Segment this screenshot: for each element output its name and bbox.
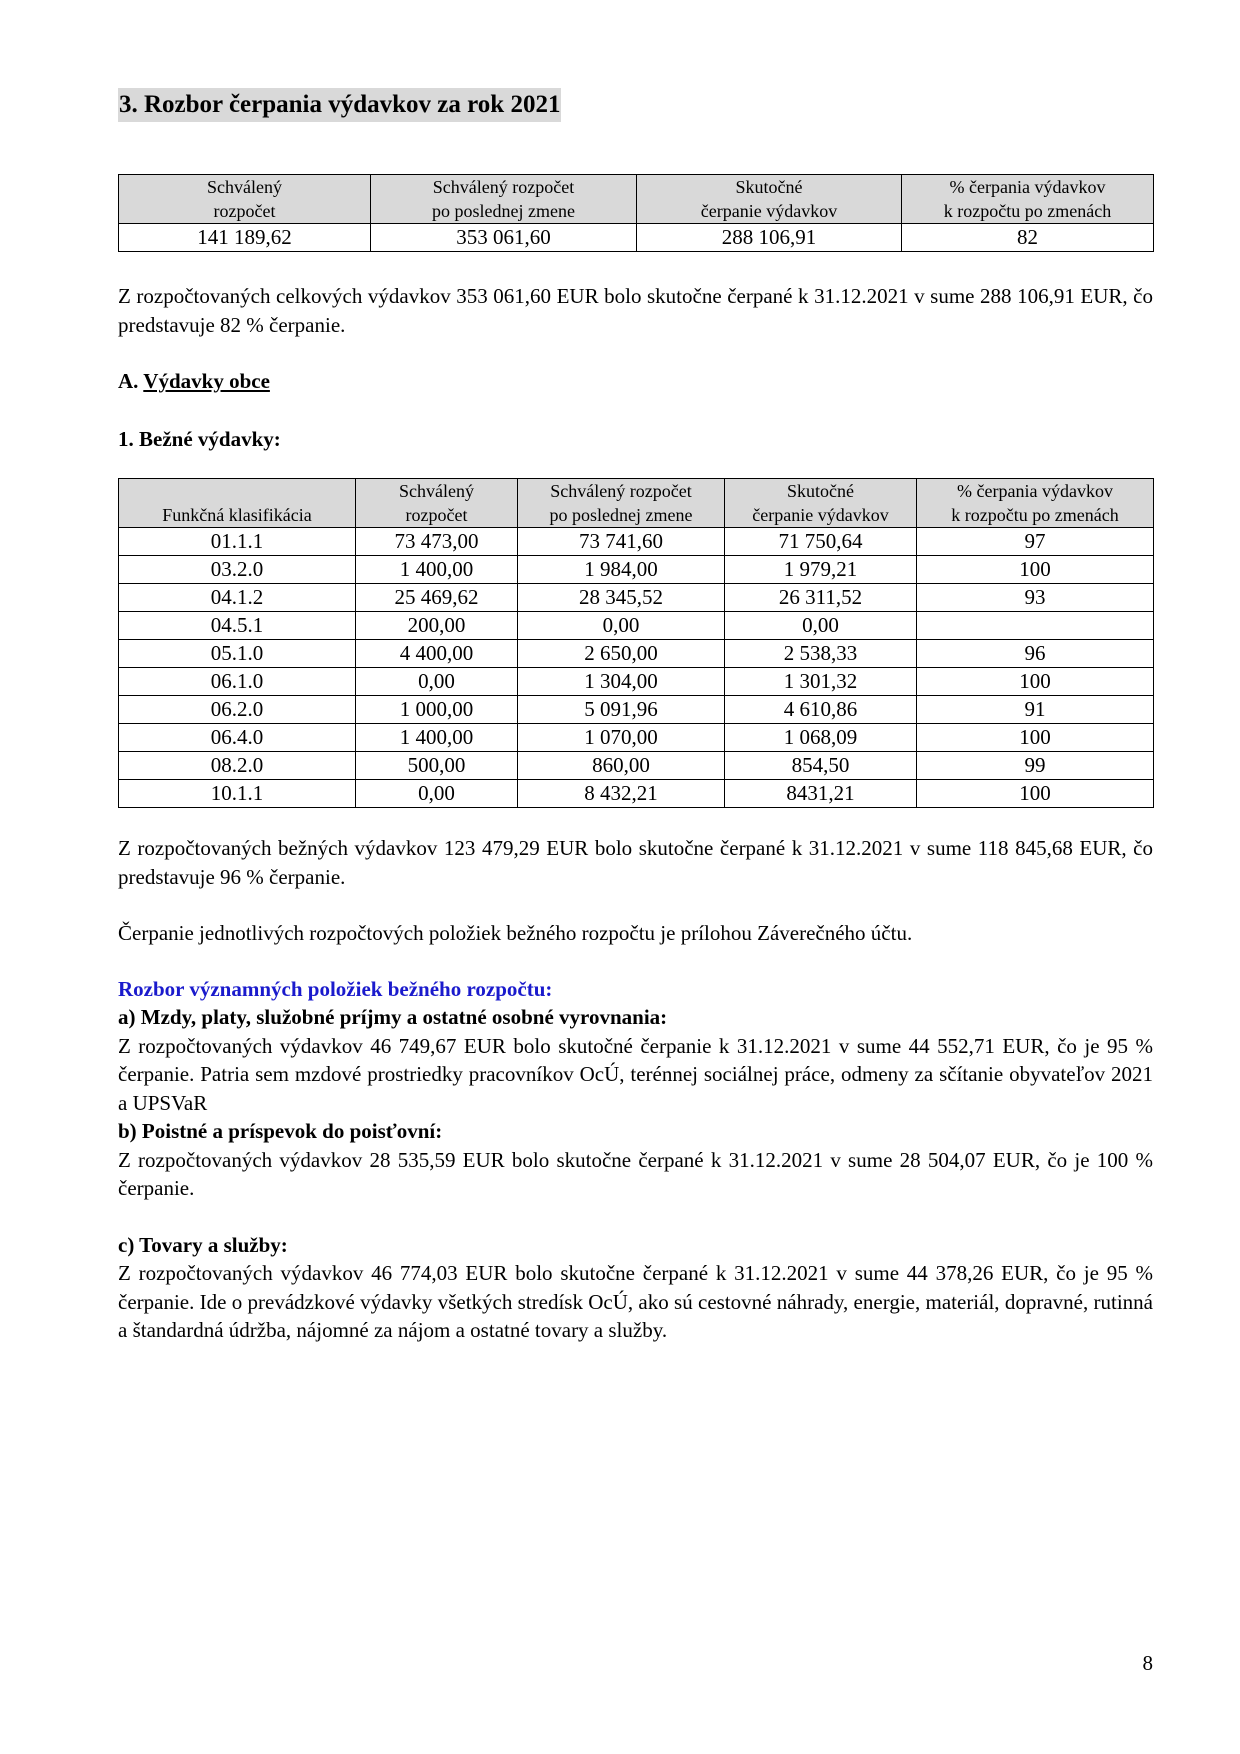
item-b-text: Z rozpočtovaných výdavkov 28 535,59 EUR bolo skutočne čerpané k 31.12.2021 v sume 28 504,07 EUR, čo je 100 % čerpanie. [118,1147,1153,1200]
cell-approved: 0,00 [356,668,518,696]
subsection-a-title: Výdavky obce [143,369,270,393]
cell-classification: 08.2.0 [119,752,356,780]
table-row [119,668,1154,696]
subsection-a-heading: A. Výdavky obce [118,369,270,393]
cell-amended: 1 304,00 [518,668,725,696]
current-text: Z rozpočtovaných bežných výdavkov 123 479,29 EUR bolo skutočne čerpané k 31.12.2021 v sume 118 845,68 EUR, čo predstavuje 96 % čerpanie. [118,836,1153,889]
cell-actual: 4 610,86 [725,696,917,724]
table-row [119,556,1154,584]
cell-actual: 2 538,33 [725,640,917,668]
cell-classification: 06.1.0 [119,668,356,696]
cell-amended: 5 091,96 [518,696,725,724]
cell-percent: 100 [917,668,1154,696]
attachment-text: Čerpanie jednotlivých rozpočtových položiek bežného rozpočtu je prílohou Záverečného účtu. [118,921,913,945]
cell-classification: 06.2.0 [119,696,356,724]
cell-percent: 100 [917,780,1154,808]
summary-actual: 288 106,91 [637,224,902,252]
cell-amended: 0,00 [518,612,725,640]
header-approved: Schválený rozpočet [356,479,518,528]
summary-header-actual: Skutočné čerpanie výdavkov [637,175,902,224]
current-table-body [119,528,1154,808]
subsection-1-heading: 1. Bežné výdavky: [118,426,281,451]
table-row [119,612,1154,640]
table-row [119,752,1154,780]
summary-header-percent: % čerpania výdavkov k rozpočtu po zmenách [902,175,1154,224]
cell-amended: 73 741,60 [518,528,725,556]
cell-approved: 4 400,00 [356,640,518,668]
table-row [119,640,1154,668]
cell-classification: 04.5.1 [119,612,356,640]
section-title: 3. Rozbor čerpania výdavkov za rok 2021 [118,88,561,122]
summary-table-header [119,175,1154,224]
table-row [119,780,1154,808]
table-row [119,584,1154,612]
item-c-text: Z rozpočtovaných výdavkov 46 774,03 EUR bolo skutočne čerpané k 31.12.2021 v sume 44 378,26 EUR, čo je 95 % čerpanie. Ide o prevádzkové výdavky všetkých stredísk OcÚ, ako sú cestovné náhrady, energie, materiál, dopravné, rutinná a štandardná údržba, nájomné za nájom a ostatné tovary a služby. [118,1261,1153,1342]
current-expenditure-table [118,478,1154,808]
cell-actual: 854,50 [725,752,917,780]
summary-table [118,174,1154,252]
item-a-heading: a) Mzdy, platy, služobné príjmy a ostatné osobné vyrovnania: [118,1005,668,1029]
cell-classification: 10.1.1 [119,780,356,808]
cell-actual: 26 311,52 [725,584,917,612]
page-number: 8 [1142,1651,1153,1675]
cell-classification: 05.1.0 [119,640,356,668]
cell-amended: 860,00 [518,752,725,780]
analysis-heading: Rozbor významných položiek bežného rozpočtu: [118,976,553,1001]
summary-header-approved: Schválený rozpočet [119,175,371,224]
current-table-header [119,479,1154,528]
header-amended: Schválený rozpočet po poslednej zmene [518,479,725,528]
cell-percent: 96 [917,640,1154,668]
cell-approved: 1 400,00 [356,556,518,584]
table-row [119,724,1154,752]
summary-header-amended: Schválený rozpočet po poslednej zmene [371,175,637,224]
cell-percent [917,612,1154,640]
cell-percent: 100 [917,724,1154,752]
cell-classification: 06.4.0 [119,724,356,752]
cell-amended: 1 070,00 [518,724,725,752]
header-percent: % čerpania výdavkov k rozpočtu po zmenách [917,479,1154,528]
item-c-heading: c) Tovary a služby: [118,1232,288,1257]
item-a-text: Z rozpočtovaných výdavkov 46 749,67 EUR bolo skutočné čerpanie k 31.12.2021 v sume 44 552,71 EUR, čo je 95 % čerpanie. Patria sem mzdové prostriedky pracovníkov OcÚ, terénnej sociálnej práce, odmeny za sčítanie obyvateľov 2021 a UPSVaR [118,1033,1153,1115]
cell-percent: 99 [917,752,1154,780]
item-b-heading: b) Poistné a príspevok do poisťovní: [118,1119,443,1143]
cell-percent: 97 [917,528,1154,556]
cell-approved: 25 469,62 [356,584,518,612]
summary-amended: 353 061,60 [371,224,637,252]
page-content [118,88,1153,1345]
cell-actual: 1 068,09 [725,724,917,752]
header-actual: Skutočné čerpanie výdavkov [725,479,917,528]
cell-amended: 8 432,21 [518,780,725,808]
cell-actual: 71 750,64 [725,528,917,556]
cell-approved: 1 400,00 [356,724,518,752]
cell-actual: 0,00 [725,612,917,640]
cell-approved: 73 473,00 [356,528,518,556]
cell-approved: 500,00 [356,752,518,780]
cell-amended: 1 984,00 [518,556,725,584]
cell-classification: 01.1.1 [119,528,356,556]
summary-text: Z rozpočtovaných celkových výdavkov 353 061,60 EUR bolo skutočne čerpané k 31.12.2021 v sume 288 106,91 EUR, čo predstavuje 82 % čerpanie. [118,284,1153,337]
table-row [119,696,1154,724]
cell-actual: 8431,21 [725,780,917,808]
cell-percent: 93 [917,584,1154,612]
cell-approved: 200,00 [356,612,518,640]
summary-percent: 82 [902,224,1154,252]
table-row [119,224,1154,252]
cell-percent: 100 [917,556,1154,584]
table-row [119,528,1154,556]
cell-approved: 0,00 [356,780,518,808]
cell-actual: 1 979,21 [725,556,917,584]
header-functional-classification: Funkčná klasifikácia [119,479,356,528]
summary-approved: 141 189,62 [119,224,371,252]
cell-amended: 2 650,00 [518,640,725,668]
cell-amended: 28 345,52 [518,584,725,612]
cell-classification: 04.1.2 [119,584,356,612]
cell-classification: 03.2.0 [119,556,356,584]
cell-actual: 1 301,32 [725,668,917,696]
cell-percent: 91 [917,696,1154,724]
cell-approved: 1 000,00 [356,696,518,724]
